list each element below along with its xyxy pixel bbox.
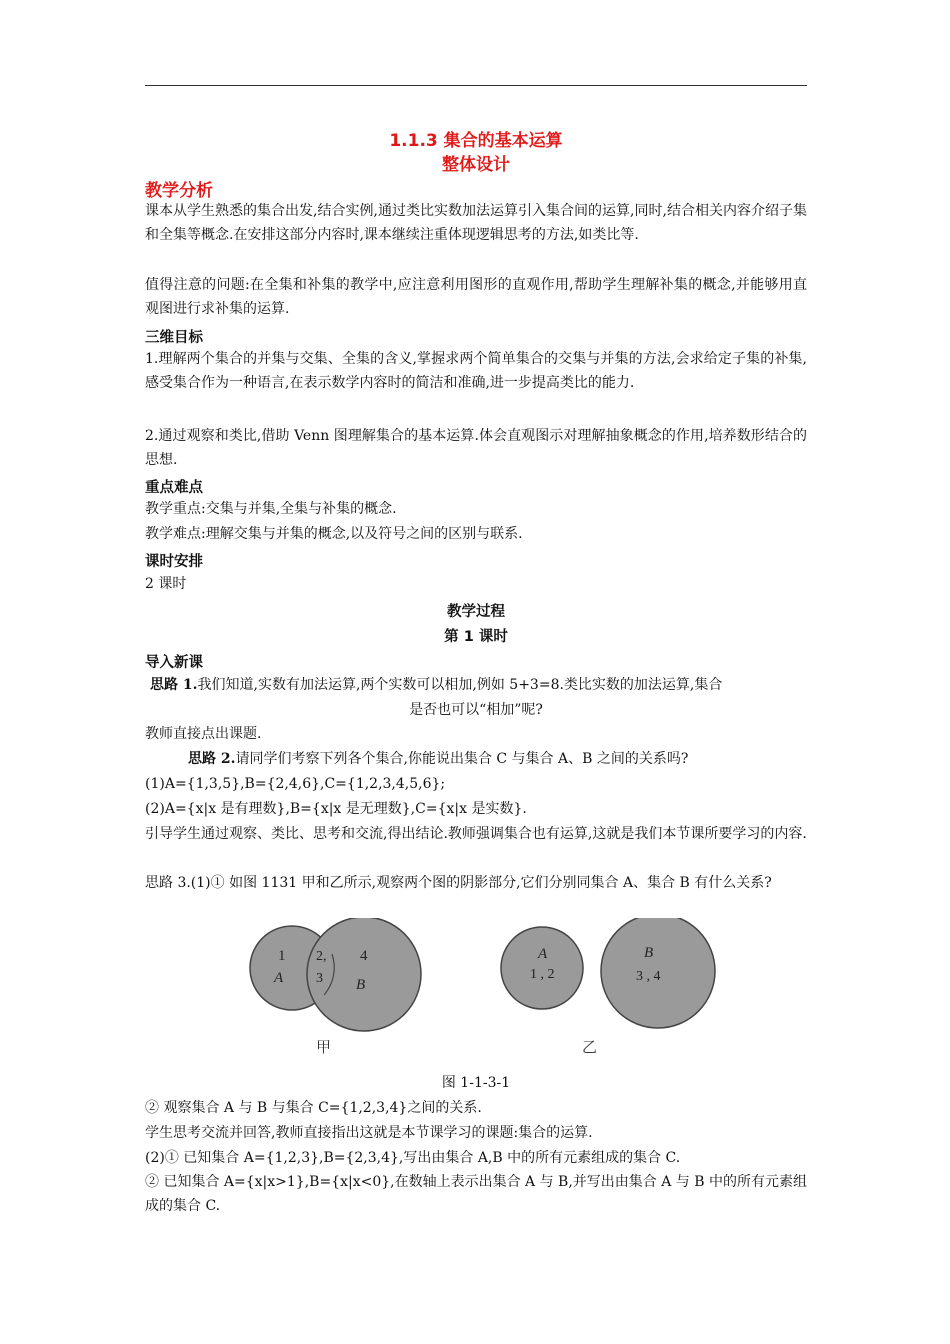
venn-circle-b [307,918,421,1031]
example-2: (2)A={x|x 是有理数},B={x|x 是无理数},C={x|x 是实数}. [145,801,527,817]
document-title: 1.1.3 集合的基本运算 [389,131,563,151]
left-overlap-top: 2, [316,949,327,964]
right-caption: 乙 [582,1038,598,1056]
question-2: ② 观察集合 A 与 B 与集合 C={1,2,3,4}之间的关系. [145,1100,482,1116]
keypoints-heading: 重点难点 [145,480,203,496]
analysis-paragraph-1: 课本从学生熟悉的集合出发,结合实例,通过类比实数加法运算引入集合间的运算,同时,结合相关内容介绍子集和全集等概念.在安排这部分内容时,课本继续注重体现逻辑思考的方法,如类比等. [145,203,807,243]
goal-2: 2.通过观察和类比,借助 Venn 图理解集合的基本运算.体会直观图示对理解抽象概念的作用,培养数形结合的思想. [145,428,807,468]
example-1: (1)A={1,3,5},B={2,4,6},C={1,2,3,4,5,6}; [145,776,446,792]
idea-1-continued: 是否也可以“相加”呢? [409,702,543,718]
idea-2 [188,747,850,771]
left-caption: 甲 [316,1038,332,1056]
intro-heading: 导入新课 [145,655,203,671]
right-b-values: 3 , 4 [636,969,661,984]
teacher-note: 教师直接点出课题. [145,726,262,742]
right-b-name: B [644,945,654,961]
idea-1 [150,673,812,697]
goals-heading: 三维目标 [145,330,203,346]
analysis-heading: 教学分析 [145,181,213,201]
idea-1-label: 思路 1. [150,677,198,693]
process-heading: 教学过程 [447,604,505,620]
idea-3: 思路 3.(1)① 如图 1131 甲和乙所示,观察两个图的阴影部分,它们分别同集合 A、集合 B 有什么关系? [145,875,772,891]
figure-caption: 图 1-1-3-1 [441,1075,511,1091]
keypoint-focus: 教学重点:交集与并集,全集与补集的概念. [145,501,397,517]
left-overlap-bottom: 3 [316,971,323,986]
idea-2-text: 请同学们考察下列各个集合,你能说出集合 C 与集合 A、B 之间的关系吗? [235,751,689,767]
right-a-values: 1 , 2 [530,967,555,982]
left-a-number: 1 [278,948,286,964]
idea-1-text: 我们知道,实数有加法运算,两个实数可以相加,例如 5+3=8.类比实数的加法运算,集合 [197,677,723,693]
left-b-number: 4 [360,948,368,964]
left-b-name: B [356,977,366,993]
analysis-paragraph-2: 值得注意的问题:在全集和补集的教学中,应注意利用图形的直观作用,帮助学生理解补集的概念,并能够用直观图进行求补集的运算. [145,277,807,317]
idea-2-label: 思路 2. [188,751,236,767]
schedule-heading: 课时安排 [145,554,203,570]
part-2-item-2: ② 已知集合 A={x|x>1},B={x|x<0},在数轴上表示出集合 A 与 B,并写出由集合 A 与 B 中的所有元素组成的集合 C. [145,1174,807,1214]
left-a-name: A [274,970,284,986]
schedule-text: 2 课时 [145,576,187,592]
part-2-item-1: (2)① 已知集合 A={1,2,3},B={2,3,4},写出由集合 A,B 中的所有元素组成的集合 C. [145,1150,681,1166]
right-a-name: A [538,946,548,962]
guide-paragraph: 引导学生通过观察、类比、思考和交流,得出结论.教师强调集合也有运算,这就是我们本节课所要学习的内容. [145,826,807,842]
keypoint-difficulty: 教学难点:理解交集与并集的概念,以及符号之间的区别与联系. [145,526,523,542]
discussion: 学生思考交流并回答,教师直接指出这就是本节课学习的课题:集合的运算. [145,1125,593,1141]
top-rule [145,85,807,86]
venn-figure [240,918,720,1068]
lesson-heading: 第 1 课时 [444,629,508,645]
document-subtitle: 整体设计 [442,155,510,175]
goal-1: 1.理解两个集合的并集与交集、全集的含义,掌握求两个简单集合的交集与并集的方法,会求给定子集的补集,感受集合作为一种语言,在表示数学内容时的简洁和准确,进一步提高类比的能力. [145,351,807,391]
